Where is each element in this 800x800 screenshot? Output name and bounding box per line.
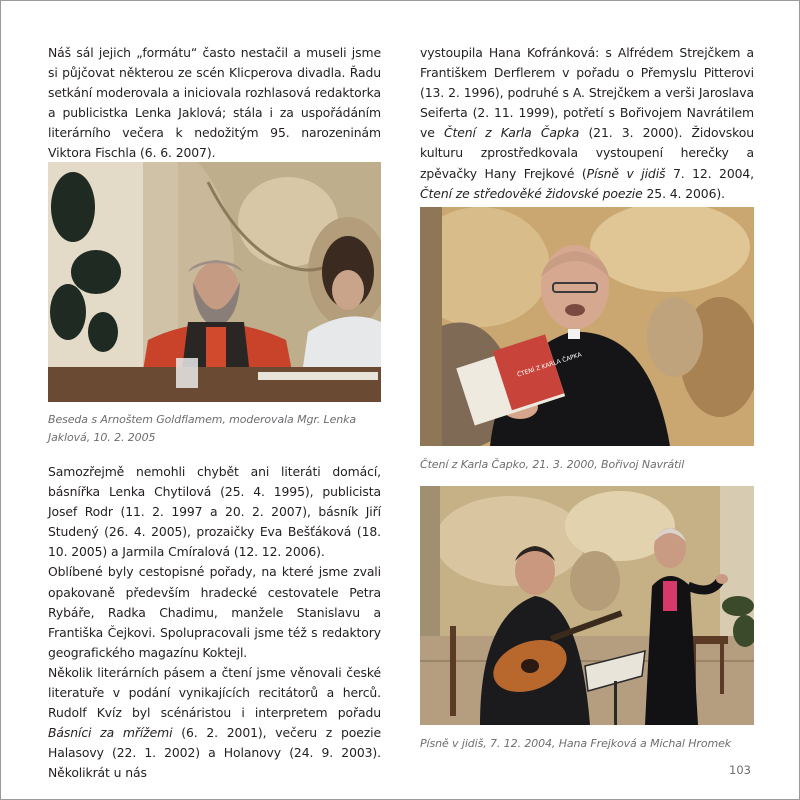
book-title-text: ČTENÍ Z KARLA ČAPKA: [516, 351, 583, 379]
paragraph-kofrankova: [420, 43, 754, 204]
caption-goldflam: Beseda s Arnoštem Goldflamem, moderovala Mgr. Lenka Jaklová, 10. 2. 2005: [48, 413, 357, 444]
caption-frejkova: Písně v jidiš, 7. 12. 2004, Hana Frejková a Michal Hromek: [420, 737, 732, 750]
right-column: [420, 43, 754, 204]
title-cteni-capek: Čtení z Karla Čapka: [443, 125, 580, 141]
text-span: Několik literárních pásem a čtení jsme věnovali české literatuře v podání vynikajících recitátorů a herců. Rudolf Kvíz byl scénáristou i interpretem pořadu: [48, 664, 381, 721]
text-span: 7. 12. 2004,: [665, 165, 755, 181]
photo-goldflam-image: [48, 162, 381, 402]
paragraph-travel-programs: Oblíbené byly cestopisné pořady, na které jsme zvali opakovaně především hradecké cestovatele Petra Rybáře, Radka Chadimu, manžele Stanislavu a Františka Čejkovi. Spolupracovali jsme též s redaktory geografického magazínu Koktejl.: [48, 564, 381, 660]
title-basnici: Básníci za mřížemi: [48, 725, 173, 741]
title-stredoveka-poezie: Čtení ze středověké židovské poezie: [420, 185, 643, 201]
text-span: (21. 3. 2000). Židovskou kulturu zprostředkovala vystoupení herečky a zpěvačky Hany Frejkové (: [420, 125, 754, 181]
title-pisne-jidis: Písně v jidiš: [586, 165, 666, 181]
photo-frejkova-image: [420, 486, 754, 725]
left-column-lower: [48, 462, 381, 784]
left-column: [48, 43, 381, 164]
photo-goldflam-discussion: [48, 162, 381, 402]
paragraph-intro: Náš sál jejich „formátu“ často nestačil a museli jsme si půjčovat některou ze scén Klicperova divadla. Řadu setkání moderovala a iniciovala rozhlasová redaktorka a publicistka Lenka Jaklová; stála i za uspořádáním literárního večera k nedožitým 95. narozeninám Viktora Fischla (6. 6. 2007).: [48, 45, 381, 161]
text-span: vystoupila Hana Kofránková: s Alfrédem Strejčkem a Františkem Derflerem v pořadu o Přemyslu Pitterovi (13. 2. 1996), podruhé s A. Strejčkem a verši Jaroslava Seiferta (2. 11. 1999), potřetí s Bořivojem Navrátilem ve: [420, 45, 754, 141]
photo-frejkova-concert: [420, 486, 754, 725]
photo-navratil-reading: [420, 207, 754, 446]
paragraph-literary-programs: [48, 663, 381, 784]
paragraph-local-writers: Samozřejmě nemohli chybět ani literáti domácí, básnířka Lenka Chytilová (25. 4. 1995), publicista Josef Rodr (11. 2. 1997 a 20. 2. 2007), básník Jiří Studený (26. 4. 2005), prozaičky Eva Bešťáková (18. 10. 2005) a Jarmila Cmíralová (12. 12. 2006).: [48, 464, 381, 560]
text-span: (6. 2. 2001), večeru z poezie Halasovy (22. 1. 2002) a Holanovy (24. 9. 2003). Několikrát u nás: [48, 725, 381, 781]
caption-navratil: Čtení z Karla Čapko, 21. 3. 2000, Bořivoj Navrátil: [420, 458, 685, 471]
text-span: 25. 4. 2006).: [642, 185, 725, 201]
page-number: 103: [729, 763, 751, 777]
photo-navratil-image: [420, 207, 754, 446]
